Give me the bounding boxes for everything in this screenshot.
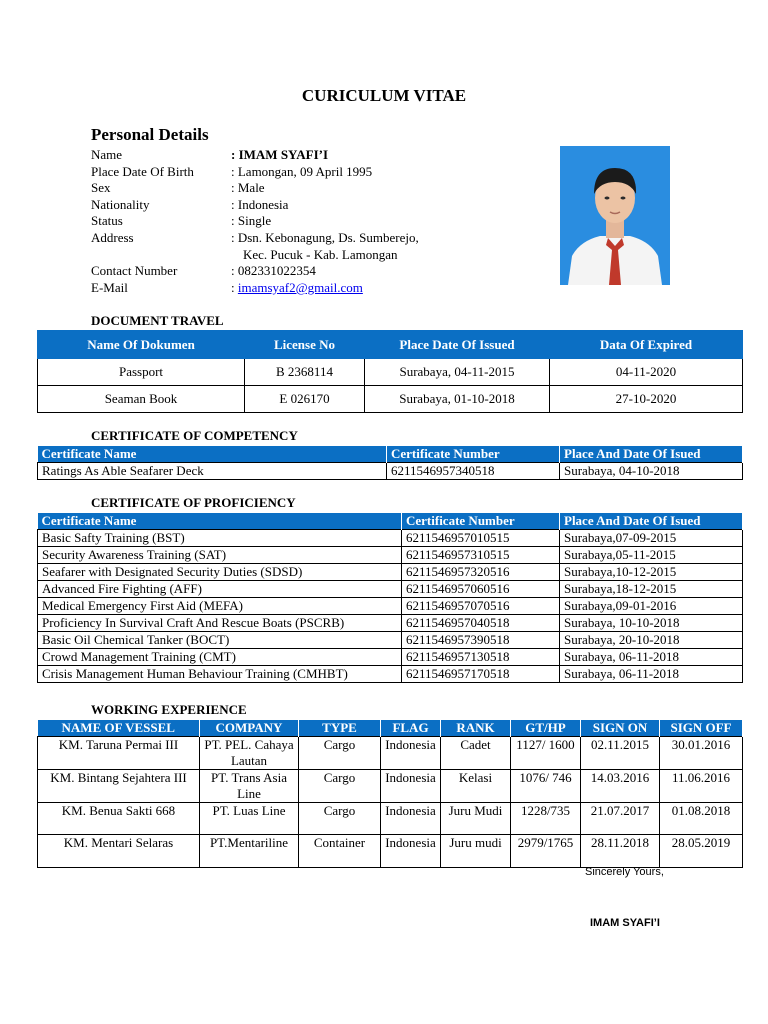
- field-label: Status: [91, 213, 123, 228]
- table-row: [38, 547, 743, 564]
- table-cell: 6211546957040518: [402, 615, 560, 632]
- table-cell: Crisis Management Human Behaviour Training (CMHBT): [38, 666, 402, 683]
- table-cell: KM. Benua Sakti 668: [38, 803, 200, 835]
- column-header: Name Of Dokumen: [38, 331, 245, 359]
- table-cell: B 2368114: [245, 359, 365, 386]
- table-cell: Cargo: [299, 737, 381, 770]
- table-cell: 21.07.2017: [581, 803, 660, 835]
- field-label: Contact Number: [91, 263, 178, 278]
- table-cell: Cargo: [299, 770, 381, 803]
- table-cell: 27-10-2020: [550, 386, 743, 413]
- table-row: [38, 803, 743, 835]
- table-cell: 6211546957310515: [402, 547, 560, 564]
- document-travel-heading: DOCUMENT TRAVEL: [91, 313, 224, 328]
- field-label: Address: [91, 230, 134, 245]
- table-cell: Surabaya,09-01-2016: [560, 598, 743, 615]
- table-cell: Surabaya,18-12-2015: [560, 581, 743, 598]
- table-cell: Surabaya, 20-10-2018: [560, 632, 743, 649]
- field-label: E-Mail: [91, 280, 128, 295]
- competency-table: [37, 446, 743, 480]
- table-cell: 6211546957320516: [402, 564, 560, 581]
- table-header-row: [38, 446, 743, 463]
- document-travel-table: [37, 330, 743, 413]
- column-header: Place And Date Of Isued: [560, 446, 743, 463]
- column-header: Place And Date Of Isued: [560, 513, 743, 530]
- table-cell: KM. Bintang Sejahtera III: [38, 770, 200, 803]
- table-row: [38, 666, 743, 683]
- closing-text: Sincerely Yours,: [585, 866, 664, 878]
- table-cell: 6211546957130518: [402, 649, 560, 666]
- table-cell: Cadet: [441, 737, 511, 770]
- table-header-row: [38, 513, 743, 530]
- table-cell: 02.11.2015: [581, 737, 660, 770]
- personal-details-heading: Personal Details: [91, 125, 209, 144]
- table-cell: Security Awareness Training (SAT): [38, 547, 402, 564]
- table-cell: 28.11.2018: [581, 835, 660, 868]
- column-header: TYPE: [299, 720, 381, 737]
- table-cell: Crowd Management Training (CMT): [38, 649, 402, 666]
- nationality-row: [91, 196, 288, 213]
- table-row: [38, 530, 743, 547]
- sex-row: [91, 179, 265, 196]
- table-cell: 28.05.2019: [660, 835, 743, 868]
- table-cell: 01.08.2018: [660, 803, 743, 835]
- table-cell: 6211546957340518: [387, 463, 560, 480]
- table-cell: Surabaya,10-12-2015: [560, 564, 743, 581]
- field-label: Name: [91, 147, 123, 162]
- competency-heading: CERTIFICATE OF COMPETENCY: [91, 428, 298, 443]
- experience-table: [37, 720, 743, 868]
- table-cell: Cargo: [299, 803, 381, 835]
- table-row: [38, 770, 743, 803]
- column-header: COMPANY: [200, 720, 299, 737]
- name-row: [91, 146, 328, 163]
- status-row: [91, 212, 271, 229]
- birth-row: [91, 163, 372, 180]
- email-row: [91, 279, 363, 296]
- table-row: [38, 359, 743, 386]
- column-header: RANK: [441, 720, 511, 737]
- profile-photo: [560, 146, 670, 285]
- table-row: [38, 737, 743, 770]
- table-cell: 6211546957070516: [402, 598, 560, 615]
- table-cell: Surabaya,07-09-2015: [560, 530, 743, 547]
- table-cell: Surabaya, 10-10-2018: [560, 615, 743, 632]
- table-cell: Kelasi: [441, 770, 511, 803]
- table-cell: Seafarer with Designated Security Duties (SDSD): [38, 564, 402, 581]
- document-title: CURICULUM VITAE: [301, 86, 467, 105]
- signature-name: IMAM SYAFI’I: [590, 917, 660, 929]
- table-cell: Ratings As Able Seafarer Deck: [38, 463, 387, 480]
- table-cell: 6211546957390518: [402, 632, 560, 649]
- table-cell: 6211546957170518: [402, 666, 560, 683]
- table-cell: PT.Mentariline: [200, 835, 299, 868]
- column-header: GT/HP: [511, 720, 581, 737]
- table-cell: Indonesia: [381, 803, 441, 835]
- proficiency-table: [37, 513, 743, 683]
- table-row: [38, 564, 743, 581]
- column-header: SIGN ON: [581, 720, 660, 737]
- table-cell: Juru Mudi: [441, 803, 511, 835]
- table-cell: Surabaya, 06-11-2018: [560, 649, 743, 666]
- column-header: Certificate Name: [38, 513, 402, 530]
- table-cell: Surabaya, 01-10-2018: [365, 386, 550, 413]
- name-value: : IMAM SYAFI’I: [231, 147, 329, 162]
- table-cell: E 026170: [245, 386, 365, 413]
- field-value: : Dsn. Kebonagung, Ds. Sumberejo,: [231, 230, 419, 245]
- table-cell: Indonesia: [381, 737, 441, 770]
- table-row: [38, 615, 743, 632]
- table-cell: Surabaya, 04-10-2018: [560, 463, 743, 480]
- field-value: : Male: [231, 180, 265, 195]
- table-row: [38, 386, 743, 413]
- table-cell: 04-11-2020: [550, 359, 743, 386]
- column-header: Certificate Number: [387, 446, 560, 463]
- table-row: [38, 598, 743, 615]
- table-cell: Juru mudi: [441, 835, 511, 868]
- email-link[interactable]: imamsyaf2@gmail.com: [237, 280, 363, 295]
- table-header-row: [38, 331, 743, 359]
- table-cell: Basic Oil Chemical Tanker (BOCT): [38, 632, 402, 649]
- table-cell: Advanced Fire Fighting (AFF): [38, 581, 402, 598]
- table-header-row: [38, 720, 743, 737]
- column-header: Data Of Expired: [550, 331, 743, 359]
- table-cell: Passport: [38, 359, 245, 386]
- column-header: License No: [245, 331, 365, 359]
- table-cell: 11.06.2016: [660, 770, 743, 803]
- column-header: FLAG: [381, 720, 441, 737]
- column-header: SIGN OFF: [660, 720, 743, 737]
- table-cell: Indonesia: [381, 770, 441, 803]
- table-cell: Surabaya, 06-11-2018: [560, 666, 743, 683]
- table-row: [38, 581, 743, 598]
- proficiency-heading: CERTIFICATE OF PROFICIENCY: [91, 495, 296, 510]
- experience-heading: WORKING EXPERIENCE: [91, 702, 247, 717]
- field-value: :: [231, 280, 235, 295]
- table-cell: PT. PEL. Cahaya Lautan: [200, 737, 299, 770]
- table-cell: 1076/ 746: [511, 770, 581, 803]
- table-row: [38, 463, 743, 480]
- contact-row: [91, 262, 316, 279]
- table-cell: KM. Mentari Selaras: [38, 835, 200, 868]
- table-cell: Proficiency In Survival Craft And Rescue Boats (PSCRB): [38, 615, 402, 632]
- table-cell: Indonesia: [381, 835, 441, 868]
- table-cell: Medical Emergency First Aid (MEFA): [38, 598, 402, 615]
- field-value: : Indonesia: [231, 197, 289, 212]
- field-value: : 082331022354: [231, 263, 316, 278]
- table-cell: 14.03.2016: [581, 770, 660, 803]
- column-header: Certificate Name: [38, 446, 387, 463]
- table-cell: Surabaya,05-11-2015: [560, 547, 743, 564]
- table-row: [38, 649, 743, 666]
- table-cell: PT. Trans Asia Line: [200, 770, 299, 803]
- table-cell: 6211546957060516: [402, 581, 560, 598]
- table-row: [38, 835, 743, 868]
- column-header: Place Date Of Issued: [365, 331, 550, 359]
- address-continuation: Kec. Pucuk - Kab. Lamongan: [243, 247, 398, 262]
- table-cell: 1127/ 1600: [511, 737, 581, 770]
- table-cell: 6211546957010515: [402, 530, 560, 547]
- table-cell: 2979/1765: [511, 835, 581, 868]
- table-cell: 1228/735: [511, 803, 581, 835]
- table-cell: Basic Safty Training (BST): [38, 530, 402, 547]
- table-cell: 30.01.2016: [660, 737, 743, 770]
- field-value: : Single: [231, 213, 272, 228]
- address-row: [91, 229, 419, 246]
- table-cell: KM. Taruna Permai III: [38, 737, 200, 770]
- field-value: : Lamongan, 09 April 1995: [231, 164, 373, 179]
- table-cell: Container: [299, 835, 381, 868]
- table-cell: PT. Luas Line: [200, 803, 299, 835]
- table-row: [38, 632, 743, 649]
- field-label: Nationality: [91, 197, 150, 212]
- column-header: Certificate Number: [402, 513, 560, 530]
- table-cell: Seaman Book: [38, 386, 245, 413]
- field-label: Sex: [91, 180, 111, 195]
- column-header: NAME OF VESSEL: [38, 720, 200, 737]
- field-label: Place Date Of Birth: [91, 164, 194, 179]
- table-cell: Surabaya, 04-11-2015: [365, 359, 550, 386]
